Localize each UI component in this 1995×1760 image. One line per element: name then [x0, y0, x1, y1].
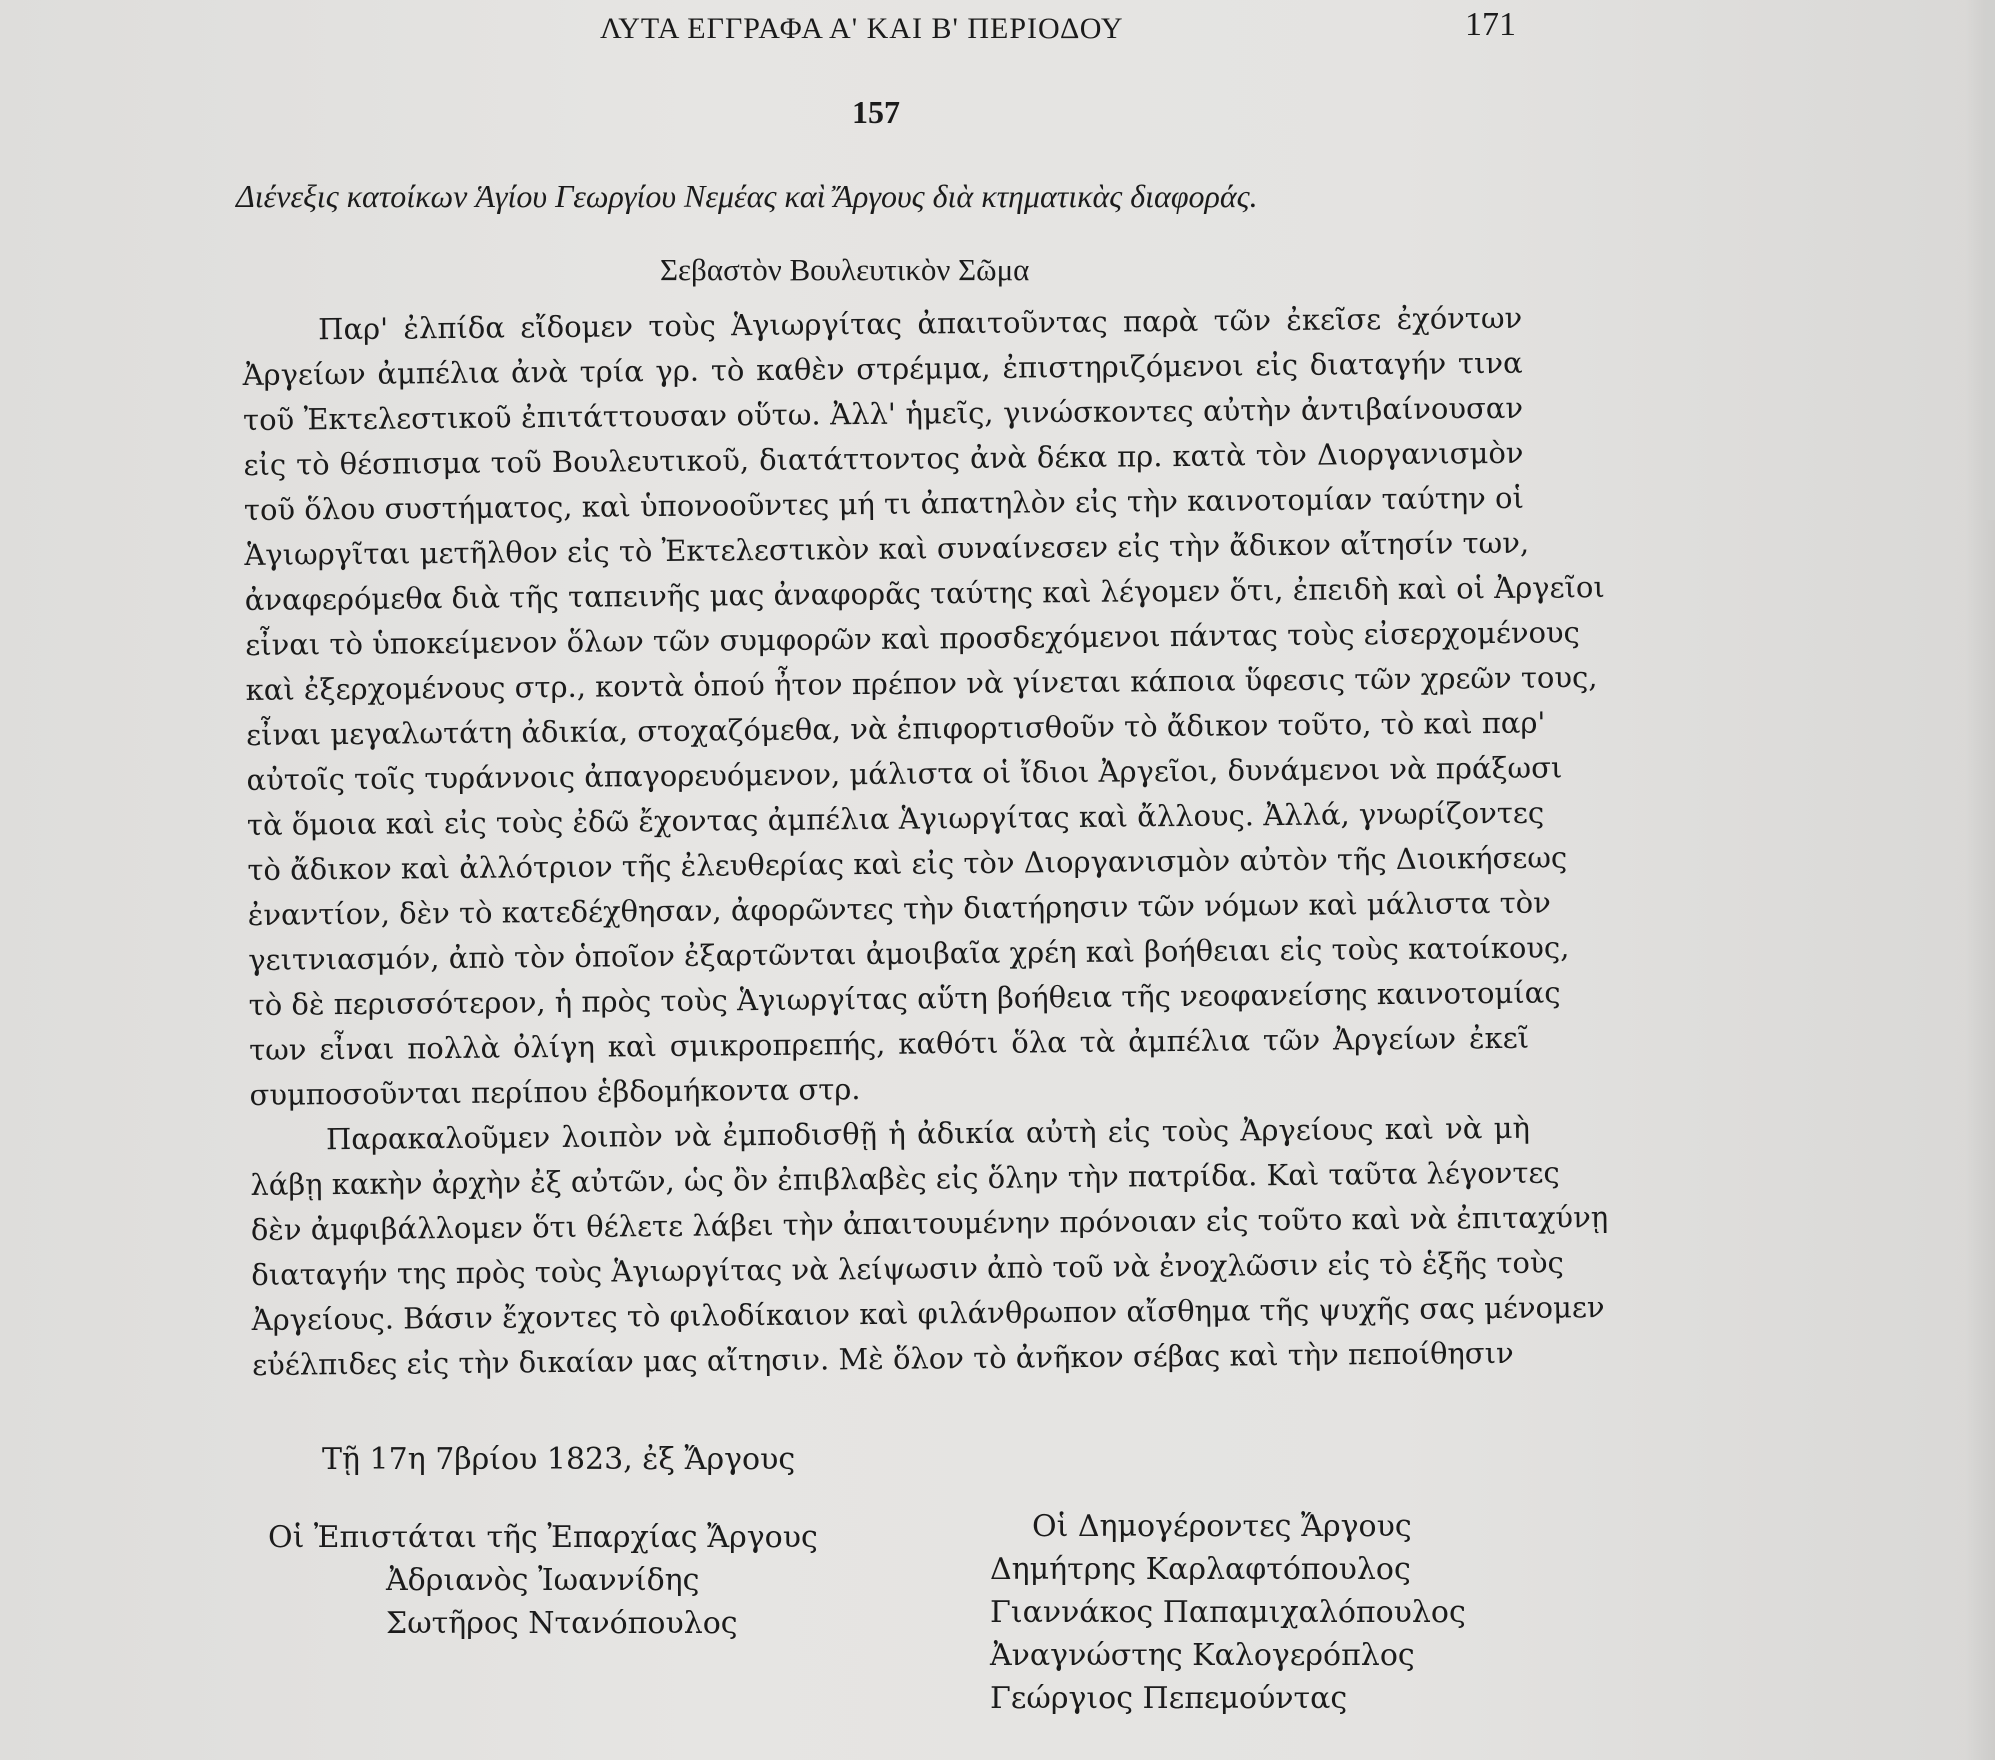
text-line: ἐναντίον, δὲν τὸ κατεδέχθησαν, ἀφορῶντες τὴν διατήρησιν τῶν νόμων καὶ μάλιστα τὸν [247, 885, 1551, 932]
paragraph-1 [242, 296, 1605, 1118]
text-line: δὲν ἀμφιβάλλομεν ὅτι θέλετε λάβει τὴν ἀπαιτουμένην πρόνοιαν εἰς τοῦτο καὶ νὰ ἐπιταχύνῃ [250, 1199, 1609, 1247]
text-line: συμποσοῦνται περίπου ἑβδομήκοντα στρ. [249, 1072, 861, 1112]
text-line: τοῦ Ἐκτελεστικοῦ ἐπιτάττουσαν οὕτω. Ἀλλ' ἡμεῖς, γινώσκοντες αὐτὴν ἀντιβαίνουσαν [242, 390, 1524, 437]
letter-body [242, 296, 1609, 1388]
text-line: τὸ δὲ περισσότερον, ἡ πρὸς τοὺς Ἁγιωργίτας αὕτη βοήθεια τῆς νεοφανείσης καινοτομίας [248, 975, 1561, 1022]
text-line: εἶναι τὸ ὑποκείμενον ὅλων τῶν συμφορῶν καὶ προσδεχόμενοι πάντας τοὺς εἰσερχομένους [245, 615, 1580, 662]
page-edge-strip [1985, 0, 1995, 520]
text-line: τοῦ ὅλου συστήματος, καὶ ὑπονοοῦντες μή τι ἀπατηλὸν εἰς τὴν καινοτομίαν ταύτην οἱ [243, 480, 1525, 527]
text-line: Παρ' ἐλπίδα εἴδομεν τοὺς Ἁγιωργίτας ἀπαιτοῦντας παρὰ τῶν ἐκεῖσε ἐχόντων [318, 300, 1523, 347]
text-line: Ἁγιωργῖται μετῆλθον εἰς τὸ Ἐκτελεστικὸν καὶ συναίνεσεν εἰς τὴν ἄδικον αἴτησίν των, [244, 525, 1530, 572]
salutation: Σεβαστὸν Βουλευτικὸν Σῶμα [660, 252, 1030, 287]
text-line: λάβῃ κακὴν ἀρχὴν ἐξ αὐτῶν, ὡς ὂν ἐπιβλαβὲς εἰς ὅλην τὴν πατρίδα. Καὶ ταῦτα λέγοντες [250, 1155, 1560, 1202]
text-line: εἰς τὸ θέσπισμα τοῦ Βουλευτικοῦ, διατάττοντος ἀνὰ δέκα πρ. κατὰ τὸν Διοργανισμὸν [243, 435, 1524, 482]
signatory-name: Γεώργιος Πεπεμούντας [990, 1681, 1348, 1716]
signatory-name: Δημήτρης Καρλαφτόπουλος [990, 1552, 1411, 1587]
text-line: ἀναφερόμεθα διὰ τῆς ταπεινῆς μας ἀναφορᾶς ταύτης καὶ λέγομεν ὅτι, ἐπειδὴ καὶ οἱ Ἀργεῖοι [244, 569, 1605, 617]
text-line: εὐέλπιδες εἰς τὴν δικαίαν μας αἴτησιν. Μὲ ὅλον τὸ ἀνῆκον σέβας καὶ τὴν πεποίθησιν [251, 1335, 1514, 1382]
text-line: Ἀργείων ἀμπέλια ἀνὰ τρία γρ. τὸ καθὲν στρέμμα, ἐπιστηριζόμενοι εἰς διαταγήν τινα [242, 345, 1523, 392]
signatory-name: Ἀδριανὸς Ἰωαννίδης [386, 1563, 700, 1598]
text-line: διαταγήν της πρὸς τοὺς Ἁγιωργίτας νὰ λείψωσιν ἀπὸ τοῦ νὰ ἐνοχλῶσιν εἰς τὸ ἑξῆς τοὺς [251, 1245, 1564, 1292]
running-head: ΛΥΤΑ ΕΓΓΡΑΦΑ Α' ΚΑΙ Β' ΠΕΡΙΟΔΟΥ [600, 12, 1124, 45]
text-line: γειτνιασμόν, ἀπὸ τὸν ὁποῖον ἐξαρτῶνται ἀμοιβαῖα χρέη καὶ βοήθειαι εἰς τοὺς κατοίκους, [248, 930, 1570, 977]
signatory-name: Ἀναγνώστης Καλογερόπλος [990, 1638, 1415, 1673]
signatory-name: Σωτῆρος Ντανόπουλος [386, 1606, 738, 1641]
text-line: Παρακαλοῦμεν λοιπὸν νὰ ἐμποδισθῇ ἡ ἀδικία αὐτὴ εἰς τοὺς Ἀργείους καὶ νὰ μὴ [325, 1110, 1531, 1157]
paragraph-2 [250, 1106, 1609, 1388]
document-number: 157 [852, 94, 900, 130]
text-line: Ἀργείους. Βάσιν ἔχοντες τὸ φιλοδίκαιον καὶ φιλάνθρωπον αἴσθημα τῆς ψυχῆς σας μένομεν [251, 1289, 1605, 1337]
text-line: εἶναι μεγαλωτάτη ἀδικία, στοχαζόμεθα, νὰ ἐπιφορτισθοῦν τὸ ἄδικον τοῦτο, τὸ καὶ παρ' [245, 705, 1546, 752]
text-line: των εἶναι πολλὰ ὀλίγη καὶ σμικροπρεπής, καθότι ὅλα τὰ ἀμπέλια τῶν Ἀργείων ἐκεῖ [248, 1020, 1530, 1067]
page-number: 171 [1465, 6, 1516, 43]
text-line: τὸ ἄδικον καὶ ἀλλότριον τῆς ἐλευθερίας καὶ εἰς τὸν Διοργανισμὸν αὐτὸν τῆς Διοικήσεως [247, 840, 1568, 887]
text-line: αὐτοῖς τοῖς τυράννοις ἀπαγορευόμενον, μάλιστα οἱ ἴδιοι Ἀργεῖοι, δυνάμενοι νὰ πράξωσι [246, 750, 1563, 797]
text-line: καὶ ἐξερχομένους στρ., κοντὰ ὁπού ἦτον πρέπον νὰ γίνεται κάποια ὕφεσις τῶν χρεῶν τους, [245, 660, 1598, 707]
signatories-heading: Οἱ Ἐπιστάται τῆς Ἐπαρχίας Ἄργους [268, 1520, 818, 1555]
signatories-heading: Οἱ Δημογέροντες Ἄργους [1032, 1509, 1412, 1544]
signatories-right [990, 1505, 1466, 1720]
dateline: Τῇ 17η 7βρίου 1823, ἐξ Ἄργους [322, 1442, 796, 1477]
signatories-left [268, 1516, 818, 1645]
document-title: Διένεξις κατοίκων Ἁγίου Γεωργίου Νεμέας καὶ Ἄργους διὰ κτηματικὰς διαφοράς. [236, 178, 1258, 214]
text-line: τὰ ὅμοια καὶ εἰς τοὺς ἐδῶ ἔχοντας ἀμπέλια Ἁγιωργίτας καὶ ἄλλους. Ἀλλά, γνωρίζοντες [246, 795, 1545, 842]
signatory-name: Γιαννάκος Παπαμιχαλόπουλος [990, 1595, 1466, 1630]
